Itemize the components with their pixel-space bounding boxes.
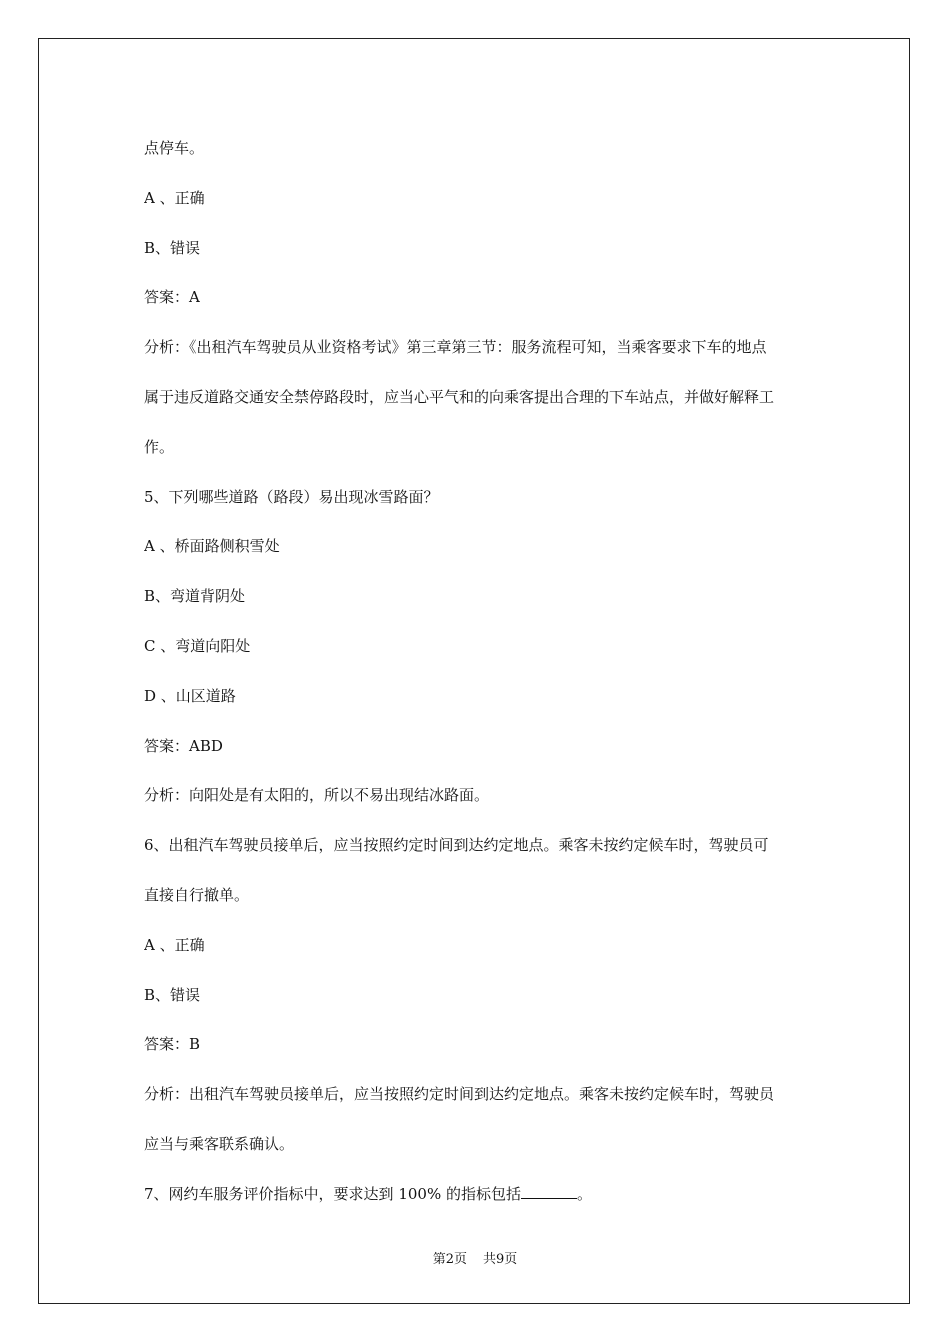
answer: 答案：A [144, 288, 200, 307]
question-6: 6、出租汽车驾驶员接单后，应当按照约定时间到达约定地点。乘客未按约定候车时，驾驶员可 [144, 836, 769, 855]
analysis-line: 分析：向阳处是有太阳的，所以不易出现结冰路面。 [144, 786, 490, 805]
question-7-end: 。 [576, 1184, 592, 1203]
option-d: D 、山区道路 [144, 686, 236, 705]
question-6-cont: 直接自行撤单。 [144, 885, 250, 904]
fill-in-blank [521, 1198, 577, 1199]
question-5: 5、下列哪些道路（路段）易出现冰雪路面？ [144, 487, 439, 506]
text-line: 点停车。 [144, 139, 205, 157]
option-a: A 、正确 [144, 935, 205, 954]
analysis-line: 作。 [144, 437, 175, 456]
page-total: 共9页 [483, 1252, 518, 1267]
page-footer [0, 1248, 950, 1267]
analysis-line: 分析：出租汽车驾驶员接单后，应当按照约定时间到达约定地点。乘客未按约定候车时，驾驶员 [144, 1085, 775, 1104]
option-c: C 、弯道向阳处 [144, 636, 251, 655]
answer: 答案：B [144, 1035, 201, 1054]
option-b: B、错误 [144, 238, 201, 257]
page-number: 第2页 [432, 1252, 467, 1267]
option-a: A 、桥面路侧积雪处 [144, 537, 280, 556]
question-7 [144, 1170, 814, 1220]
question-7-text: 7、网约车服务评价指标中，要求达到 100% 的指标包括 [144, 1184, 521, 1203]
option-b: B、错误 [144, 985, 201, 1004]
analysis-line: 属于违反道路交通安全禁停路段时，应当心平气和的向乘客提出合理的下车站点，并做好解释工 [144, 387, 775, 406]
option-a: A 、正确 [144, 188, 205, 207]
option-b: B、弯道背阴处 [144, 587, 246, 606]
answer: 答案：ABD [144, 736, 223, 755]
document-body [144, 124, 814, 1220]
analysis-line: 应当与乘客联系确认。 [144, 1134, 295, 1153]
analysis-line: 分析：《出租汽车驾驶员从业资格考试》第三章第三节：服务流程可知，当乘客要求下车的地点 [144, 338, 767, 357]
